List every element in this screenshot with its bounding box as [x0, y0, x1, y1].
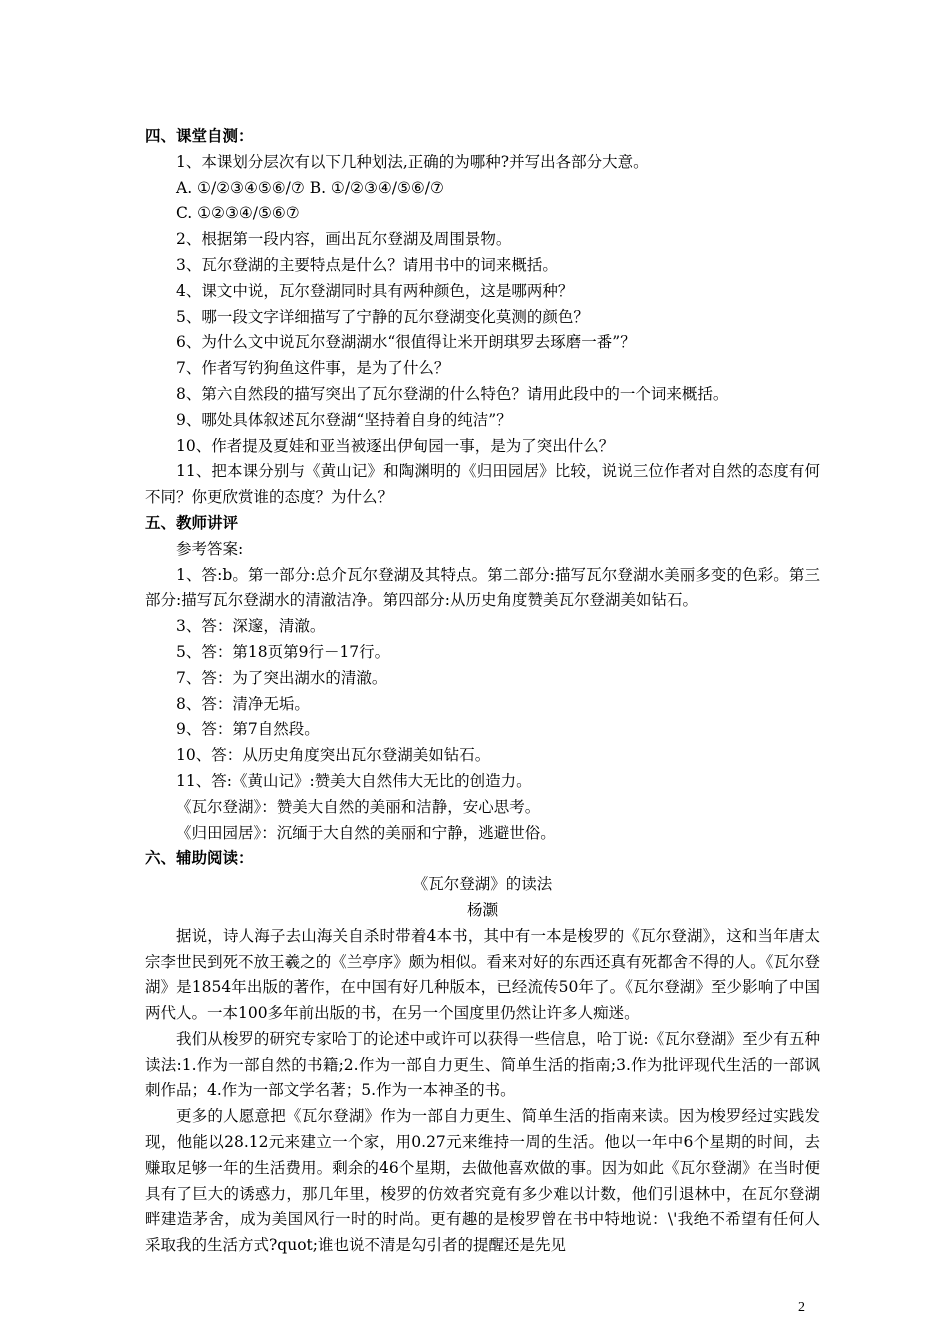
s5-answer-7: 7、答：为了突出湖水的清澈。 [176, 668, 388, 687]
s4-item-10: 10、作者提及夏娃和亚当被逐出伊甸园一事，是为了突出什么？ [176, 436, 615, 455]
page-content [145, 124, 820, 1259]
s4-option-c: C. ①②③④/⑤⑥⑦ [176, 204, 300, 223]
s4-item-11: 11、把本课分别与《黄山记》和陶渊明的《归田园居》比较，说说三位作者对自然的态度有何不同？你更欣赏谁的态度？为什么？ [145, 462, 820, 507]
section5-heading: 五、教师讲评 [145, 513, 239, 532]
s5-answers-label: 参考答案: [176, 539, 244, 558]
s4-item-1: 1、本课划分层次有以下几种划法,正确的为哪种?并写出各部分大意。 [176, 152, 649, 171]
s4-item-5: 5、哪一段文字详细描写了宁静的瓦尔登湖变化莫测的颜色？ [176, 307, 589, 326]
article-paragraph-2: 我们从梭罗的研究专家哈丁的论述中或许可以获得一些信息，哈丁说:《瓦尔登湖》至少有五种读法:1.作为一部自然的书籍;2.作为一部自力更生、简单生活的指南;3.作为批评现代生活的一部讽刺作品；4.作为一部文学名著；5.作为一本神圣的书。 [145, 1029, 820, 1100]
article-paragraph-1: 据说，诗人海子去山海关自杀时带着4本书，其中有一本是梭罗的《瓦尔登湖》，这和当年唐太宗李世民到死不放王羲之的《兰亭序》颇为相似。看来对好的东西还真有死都舍不得的人。《瓦尔登湖》是1854年出版的著作，在中国有好几种版本，已经流传50年了。《瓦尔登湖》至少影响了中国两代人。一本100多年前出版的书，在另一个国度里仍然让许多人痴迷。 [145, 926, 820, 1023]
s5-answer-5: 5、答：第18页第9行－17行。 [176, 642, 391, 661]
s5-answer-9: 9、答：第7自然段。 [176, 720, 320, 739]
s4-item-4: 4、课文中说，瓦尔登湖同时具有两种颜色，这是哪两种？ [176, 281, 574, 300]
s5-answer-11-tianyuan: 《归田园居》：沉缅于大自然的美丽和宁静，逃避世俗。 [176, 823, 556, 842]
article-author: 杨灏 [466, 900, 498, 919]
s4-item-8: 8、第六自然段的描写突出了瓦尔登湖的什么特色？请用此段中的一个词来概括。 [176, 384, 729, 403]
s4-item-6: 6、为什么文中说瓦尔登湖湖水“很值得让米开朗琪罗去琢磨一番”？ [176, 333, 636, 352]
page-number: 2 [798, 1300, 805, 1315]
s4-item-2: 2、根据第一段内容，画出瓦尔登湖及周围景物。 [176, 230, 512, 249]
s5-answer-11: 11、答:《黄山记》:赞美大自然伟大无比的创造力。 [176, 771, 532, 790]
s5-answer-10: 10、答：从历史角度突出瓦尔登湖美如钻石。 [176, 746, 491, 765]
article-paragraph-3: 更多的人愿意把《瓦尔登湖》作为一部自力更生、简单生活的指南来读。因为梭罗经过实践发现，他能以28.12元来建立一个家，用0.27元来维持一周的生活。他以一年中6个星期的时间，去赚取足够一年的生活费用。剩余的46个星期，去做他喜欢做的事。因为如此《瓦尔登湖》在当时便具有了巨大的诱惑力，那几年里，梭罗的仿效者究竟有多少难以计数，他们引退林中，在瓦尔登湖畔建造茅舍，成为美国风行一时的时尚。更有趣的是梭罗曾在书中特地说：\'我绝不希望有任何人采取我的生活方式?quot;谁也说不清是勾引者的提醒还是先见 [145, 1107, 820, 1255]
s4-item-7: 7、作者写钓狗鱼这件事，是为了什么？ [176, 359, 450, 378]
s5-answer-3: 3、答：深邃，清澈。 [176, 617, 326, 636]
s5-answer-11-walden: 《瓦尔登湖》：赞美大自然的美丽和洁静，安心思考。 [176, 797, 541, 816]
s4-item-9: 9、哪处具体叙述瓦尔登湖“坚持着自身的纯洁”？ [176, 410, 512, 429]
s5-answer-1: 1、答:b。第一部分:总介瓦尔登湖及其特点。第二部分:描写瓦尔登湖水美丽多变的色彩。第三部分:描写瓦尔登湖水的清澈洁净。第四部分:从历史角度赞美瓦尔登湖美如钻石。 [145, 565, 821, 610]
section6-heading: 六、辅助阅读： [145, 849, 254, 868]
s5-answer-8: 8、答：清净无垢。 [176, 694, 310, 713]
section4-heading: 四、课堂自测： [145, 127, 254, 145]
article-title: 《瓦尔登湖》的读法 [412, 875, 553, 894]
s4-item-3: 3、瓦尔登湖的主要特点是什么？请用书中的词来概括。 [176, 255, 558, 274]
s4-option-ab: A. ①/②③④⑤⑥/⑦ B. ①/②③④/⑤⑥/⑦ [176, 178, 444, 197]
